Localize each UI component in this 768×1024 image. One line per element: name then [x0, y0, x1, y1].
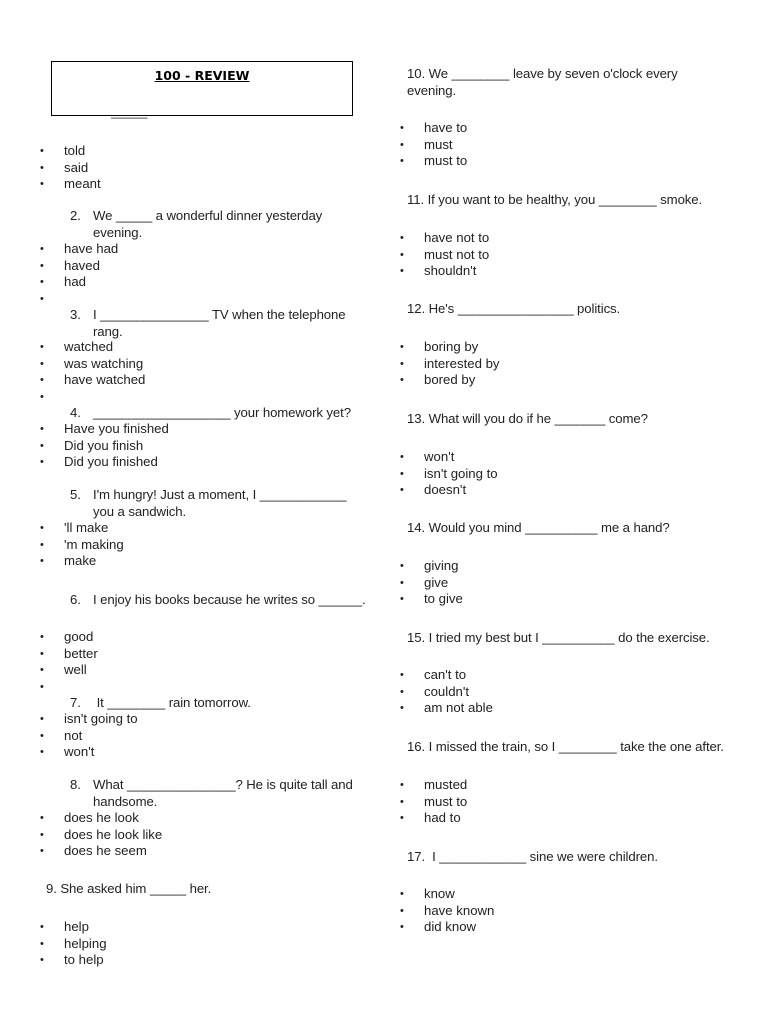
option: • does he seem	[40, 843, 162, 860]
question-number: 4.	[70, 405, 81, 420]
option: • watched	[40, 339, 145, 356]
question-text: What _______________? He is quite tall and handsome.	[93, 777, 353, 809]
question-text: 12. He's ________________ politics.	[407, 301, 621, 316]
option: • am not able	[400, 700, 493, 717]
question-16	[407, 739, 747, 756]
question-12	[407, 301, 747, 318]
question-text: 14. Would you mind __________ me a hand?	[407, 520, 670, 535]
question-4-options	[40, 421, 169, 471]
option: • make	[40, 553, 124, 570]
question-number: 5.	[70, 487, 81, 502]
question-8	[70, 777, 360, 810]
question-9-options	[40, 919, 107, 969]
question-text: 10. We ________ leave by seven o'clock every evening.	[407, 66, 678, 98]
option: • have not to	[400, 230, 489, 247]
question-number: 2.	[70, 208, 81, 223]
option: • to give	[400, 591, 463, 608]
option: • had to	[400, 810, 467, 827]
option: • giving	[400, 558, 463, 575]
question-4	[70, 405, 370, 422]
question-text: I _______________ TV when the telephone rang.	[93, 307, 346, 339]
question-13-options	[400, 449, 498, 499]
option	[40, 679, 98, 696]
question-11-options	[400, 230, 489, 280]
question-15	[407, 630, 747, 647]
question-3	[70, 307, 355, 340]
option: • have had	[40, 241, 118, 258]
question-7-options	[40, 711, 138, 761]
question-12-options	[400, 339, 500, 389]
option: • must to	[400, 794, 467, 811]
question-8-options	[40, 810, 162, 860]
question-text: It ________ rain tomorrow.	[93, 695, 251, 710]
option: • can't to	[400, 667, 493, 684]
option	[40, 389, 145, 406]
option: • isn't going to	[400, 466, 498, 483]
option: • told	[40, 143, 101, 160]
question-text: I'm hungry! Just a moment, I ____________ you a sandwich.	[93, 487, 347, 519]
question-number: 8.	[70, 777, 81, 792]
question-10-options	[400, 120, 467, 170]
option: • helping	[40, 936, 107, 953]
question-2	[70, 208, 330, 241]
option: • help	[40, 919, 107, 936]
option: • must not to	[400, 247, 489, 264]
option: • must to	[400, 153, 467, 170]
option: • have watched	[40, 372, 145, 389]
question-14	[407, 520, 747, 537]
question-text: 16. I missed the train, so I ________ take the one after.	[407, 739, 724, 754]
option: • bored by	[400, 372, 500, 389]
option: • have to	[400, 120, 467, 137]
option: • better	[40, 646, 98, 663]
option: • good	[40, 629, 98, 646]
option: • 'm making	[40, 537, 124, 554]
question-number: 6.	[70, 592, 81, 607]
question-text: 9. She asked him _____ her.	[46, 881, 212, 896]
option: • know	[400, 886, 494, 903]
option: • doesn't	[400, 482, 498, 499]
question-7	[70, 695, 370, 712]
option: • haved	[40, 258, 118, 275]
option: • couldn't	[400, 684, 493, 701]
option: • well	[40, 662, 98, 679]
option: • interested by	[400, 356, 500, 373]
question-text: 11. If you want to be healthy, you ________ smoke.	[407, 192, 703, 207]
question-17	[407, 849, 747, 866]
option: • was watching	[40, 356, 145, 373]
question-16-options	[400, 777, 467, 827]
question-11	[407, 192, 747, 209]
question-text: 13. What will you do if he _______ come?	[407, 411, 648, 426]
question-10	[407, 66, 707, 99]
option: • Did you finished	[40, 454, 169, 471]
option: • 'll make	[40, 520, 124, 537]
question-text: We _____ a wonderful dinner yesterday evening.	[93, 208, 323, 240]
question-2-options	[40, 241, 118, 307]
option: • had	[40, 274, 118, 291]
question-number: 7.	[70, 695, 81, 710]
question-1-options	[40, 143, 101, 193]
option: • Have you finished	[40, 421, 169, 438]
option: • give	[400, 575, 463, 592]
option: • meant	[40, 176, 101, 193]
question-6-options	[40, 629, 98, 695]
option: • not	[40, 728, 138, 745]
option	[40, 291, 118, 308]
question-13	[407, 411, 747, 428]
question-text: 17. I ____________ sine we were children.	[407, 849, 658, 864]
page-title: 100 - REVIEW	[154, 68, 250, 83]
question-3-options	[40, 339, 145, 405]
question-text: ___________________ your homework yet?	[93, 405, 351, 420]
option: • musted	[400, 777, 467, 794]
question-text: 15. I tried my best but I __________ do the exercise.	[407, 630, 710, 645]
question-14-options	[400, 558, 463, 608]
option: • did know	[400, 919, 494, 936]
question-9	[46, 881, 366, 898]
question-6	[70, 592, 390, 609]
option: • said	[40, 160, 101, 177]
title-box	[51, 61, 353, 116]
question-17-options	[400, 886, 494, 936]
option: • won't	[400, 449, 498, 466]
question-5	[70, 487, 355, 520]
option: • isn't going to	[40, 711, 138, 728]
option: • Did you finish	[40, 438, 169, 455]
question-number: 3.	[70, 307, 81, 322]
question-text: I enjoy his books because he writes so ______.	[93, 592, 366, 607]
question-15-options	[400, 667, 493, 717]
option: • does he look	[40, 810, 162, 827]
option: • to help	[40, 952, 107, 969]
option: • does he look like	[40, 827, 162, 844]
option: • won't	[40, 744, 138, 761]
option: • have known	[400, 903, 494, 920]
option: • shouldn't	[400, 263, 489, 280]
option: • must	[400, 137, 467, 154]
question-5-options	[40, 520, 124, 570]
option: • boring by	[400, 339, 500, 356]
